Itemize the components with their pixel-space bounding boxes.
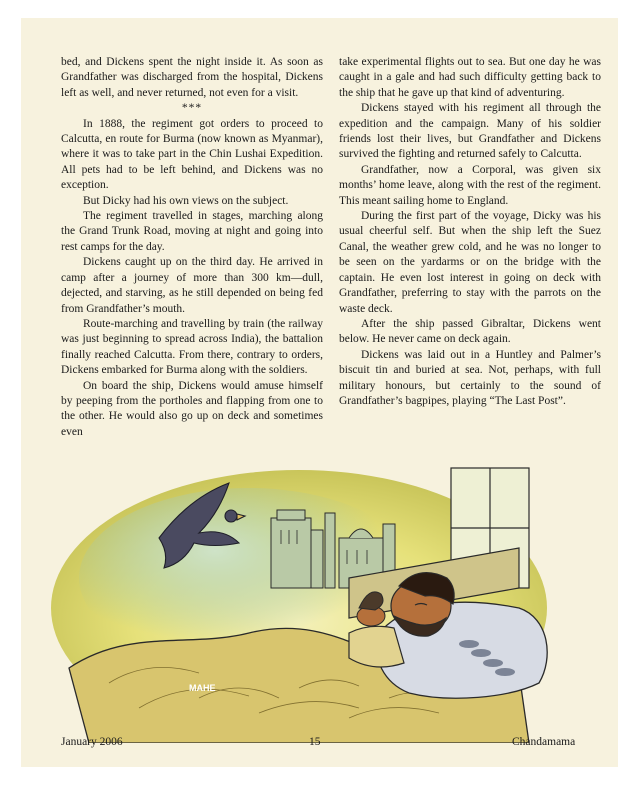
page bbox=[21, 18, 618, 767]
footer-date: January 2006 bbox=[61, 736, 123, 748]
magazine-name: Chandamama bbox=[512, 736, 576, 748]
paragraph: During the first part of the voyage, Dicky was his usual cheerful self. But when the ship left the Suez Canal, the weather grew cold, and he was no longer to be seen on the yardarms or on the bridge with the captain. He even lost interest in going on deck with Grandfather, preferring to stay with the parrots on the waste deck. bbox=[339, 210, 601, 315]
paragraph: On board the ship, Dickens would amuse himself by peeping from the portholes and flapping from one to the other. He would also go up on deck and sometimes even bbox=[61, 379, 323, 438]
paragraph: But Dicky had his own views on the subject. bbox=[83, 194, 289, 207]
paragraph: In 1888, the regiment got orders to proceed to Calcutta, en route for Burma (now known as Myanmar), where it was to take part in the Chin Lushai Expedition. All pets had to be left behind, and Dickens was no exception. bbox=[61, 117, 323, 192]
paragraph: Dickens caught up on the third day. He arrived in camp after a journey of more than 300 km—dull, dejected, and starving, as he still depended on being fed from Grandfather’s mouth. bbox=[61, 256, 323, 315]
paragraph: Dickens stayed with his regiment all through the expedition and the campaign. Many of his soldier friends lost their lives, but Grandfather and Dickens survived the fighting and returned safely to Calcutta. bbox=[339, 102, 601, 161]
paragraph: The regiment travelled in stages, marching along the Grand Trunk Road, moving at night and going into rest camps for the day. bbox=[61, 210, 323, 253]
text-column-right bbox=[339, 55, 601, 409]
artist-signature: MAHE bbox=[189, 683, 216, 693]
illustration-sleeping-soldier bbox=[49, 458, 559, 743]
paragraph: After the ship passed Gibraltar, Dickens went below. He never came on deck again. bbox=[339, 317, 601, 346]
section-break: *** bbox=[181, 102, 203, 115]
paragraph: Dickens was laid out in a Huntley and Palmer’s biscuit tin and buried at sea. Not, perhaps, with full military honours, but certainly to the sound of Grandfather’s bagpipes, playing “The Last Post”. bbox=[339, 348, 601, 407]
paragraph: Route-marching and travelling by train (the railway was just beginning to spread across India), the battalion finally reached Calcutta. From there, contrary to orders, Dickens embarked for Burma along with the soldiers. bbox=[61, 317, 323, 377]
text-column-left bbox=[61, 55, 323, 440]
page-number: 15 bbox=[309, 736, 321, 748]
paragraph: Grandfather, now a Corporal, was given six months’ home leave, along with the rest of the regiment. This meant sailing home to England. bbox=[339, 163, 601, 207]
paragraph: bed, and Dickens spent the night inside it. As soon as Grandfather was discharged from the hospital, Dickens left as well, and never returned, not even for a visit. bbox=[61, 56, 323, 99]
paragraph: take experimental flights out to sea. But one day he was caught in a gale and had such difficulty getting back to the ship that he gave up that kind of adventuring. bbox=[339, 56, 601, 99]
